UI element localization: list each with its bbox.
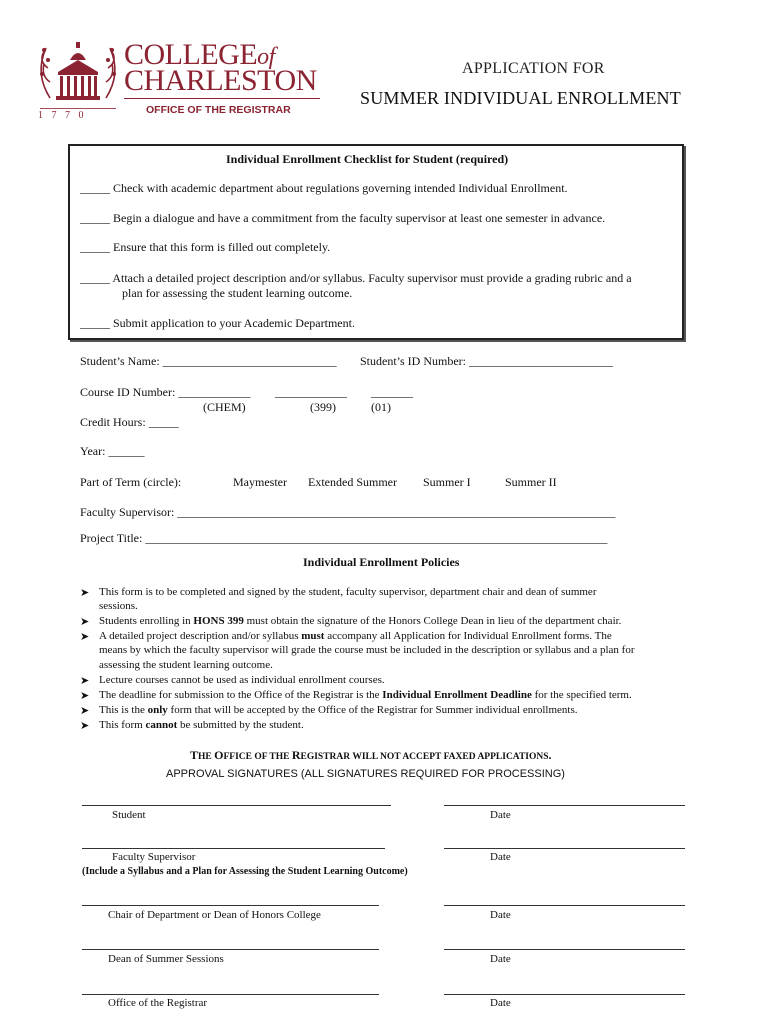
bullet-arrow-icon: ➤ xyxy=(80,720,90,732)
policy-5: The deadline for submission to the Office of the Registrar is the Individual Enrollment Deadline for the specified term. xyxy=(99,689,632,701)
application-for-label: APPLICATION FOR xyxy=(462,60,605,77)
chair-signature-line[interactable] xyxy=(82,905,379,906)
part-of-term-label: Part of Term (circle): xyxy=(80,475,182,489)
bullet-arrow-icon: ➤ xyxy=(80,675,90,687)
dean-date-label: Date xyxy=(490,953,511,965)
checklist-item-4-cont: plan for assessing the student learning outcome. xyxy=(122,286,353,300)
term-option-summer-1[interactable]: Summer I xyxy=(423,475,471,489)
student-signature-line[interactable] xyxy=(82,805,391,806)
faculty-signature-label: Faculty Supervisor xyxy=(112,851,196,863)
faculty-date-label: Date xyxy=(490,851,511,863)
checklist-item-3: _____ Ensure that this form is filled out completely. xyxy=(80,240,331,254)
student-date-line[interactable] xyxy=(444,805,685,806)
registrar-date-line[interactable] xyxy=(444,994,685,995)
policy-7: This form cannot be submitted by the student. xyxy=(99,719,304,731)
bullet-arrow-icon: ➤ xyxy=(80,587,90,599)
credit-hours-field[interactable]: Credit Hours: _____ xyxy=(80,415,179,429)
term-option-extended-summer[interactable]: Extended Summer xyxy=(308,475,397,489)
bullet-arrow-icon: ➤ xyxy=(80,705,90,717)
student-signature-label: Student xyxy=(112,809,146,821)
dean-date-line[interactable] xyxy=(444,949,685,950)
course-section-field[interactable]: _______ xyxy=(371,385,413,399)
registrar-date-label: Date xyxy=(490,997,511,1009)
policies-title: Individual Enrollment Policies xyxy=(303,555,460,569)
term-option-summer-2[interactable]: Summer II xyxy=(505,475,557,489)
bullet-arrow-icon: ➤ xyxy=(80,616,90,628)
policy-2: Students enrolling in HONS 399 must obtain the signature of the Honors College Dean in lieu of the department chair. xyxy=(99,615,622,627)
application-title: SUMMER INDIVIDUAL ENROLLMENT xyxy=(360,88,681,108)
course-number-field[interactable]: ____________ xyxy=(275,385,347,399)
bullet-arrow-icon: ➤ xyxy=(80,690,90,702)
course-id-field[interactable]: Course ID Number: ____________ xyxy=(80,385,251,399)
chair-signature-label: Chair of Department or Dean of Honors College xyxy=(108,909,321,921)
checklist-item-2: _____ Begin a dialogue and have a commitment from the faculty supervisor at least one semester in advance. xyxy=(80,211,606,225)
policy-3-cont-2: assessing the student learning outcome. xyxy=(99,659,273,671)
logo-divider xyxy=(124,98,320,99)
college-logo xyxy=(36,38,326,128)
policy-1: This form is to be completed and signed by the student, faculty supervisor, department chair and dean of summer xyxy=(99,586,597,598)
policy-3: A detailed project description and/or syllabus must accompany all Application for Individual Enrollment forms. The xyxy=(99,630,612,642)
policy-6: This is the only form that will be accepted by the Office of the Registrar for Summer individual enrollments. xyxy=(99,704,578,716)
logo-charleston-text: CHARLESTON xyxy=(124,64,317,97)
policy-4: Lecture courses cannot be used as individual enrollment courses. xyxy=(99,674,385,686)
approval-signatures-heading: APPROVAL SIGNATURES (ALL SIGNATURES REQUIRED FOR PROCESSING) xyxy=(166,768,565,780)
faculty-date-line[interactable] xyxy=(444,848,685,849)
dean-signature-label: Dean of Summer Sessions xyxy=(108,953,224,965)
student-name-field[interactable]: Student’s Name: _____________________________ xyxy=(80,354,337,368)
project-title-field[interactable]: Project Title: _____________________________________________________________________________ xyxy=(80,531,608,545)
course-hint-number: (399) xyxy=(310,400,336,414)
faculty-supervisor-field[interactable]: Faculty Supervisor: _________________________________________________________________________ xyxy=(80,505,616,519)
policy-1-cont: sessions. xyxy=(99,600,138,612)
checklist-title: Individual Enrollment Checklist for Student (required) xyxy=(226,152,509,166)
registrar-signature-label: Office of the Registrar xyxy=(108,997,208,1009)
registrar-signature-line[interactable] xyxy=(82,994,379,995)
year-field[interactable]: Year: ______ xyxy=(80,444,145,458)
bullet-arrow-icon: ➤ xyxy=(80,631,90,643)
logo-year: 1 7 7 0 xyxy=(38,110,87,121)
course-hint-dept: (CHEM) xyxy=(203,400,246,414)
faculty-signature-line[interactable] xyxy=(82,848,385,849)
chair-date-label: Date xyxy=(490,909,511,921)
term-option-maymester[interactable]: Maymester xyxy=(233,475,287,489)
checklist-item-4: _____ Attach a detailed project description and/or syllabus. Faculty supervisor must provide a grading rubric and a xyxy=(80,271,632,285)
student-id-field[interactable]: Student’s ID Number: ________________________ xyxy=(360,354,613,368)
faculty-note: (Include a Syllabus and a Plan for Assessing the Student Learning Outcome) xyxy=(82,866,408,877)
checklist-item-5: _____ Submit application to your Academic Department. xyxy=(80,316,355,330)
student-date-label: Date xyxy=(490,809,511,821)
dean-signature-line[interactable] xyxy=(82,949,379,950)
course-hint-section: (01) xyxy=(371,400,391,414)
policy-3-cont-1: means by which the faculty supervisor will grade the course must be included in the description or syllabus and a plan for xyxy=(99,644,635,656)
chair-date-line[interactable] xyxy=(444,905,685,906)
checklist-item-1: _____ Check with academic department about regulations governing intended Individual Enrollment. xyxy=(80,181,568,195)
no-fax-notice: THE OFFICE OF THE REGISTRAR WILL NOT ACCEPT FAXED APPLICATIONS. xyxy=(190,748,552,762)
logo-college-text: COLLEGEof xyxy=(124,38,275,71)
logo-office-text: OFFICE OF THE REGISTRAR xyxy=(146,104,291,116)
